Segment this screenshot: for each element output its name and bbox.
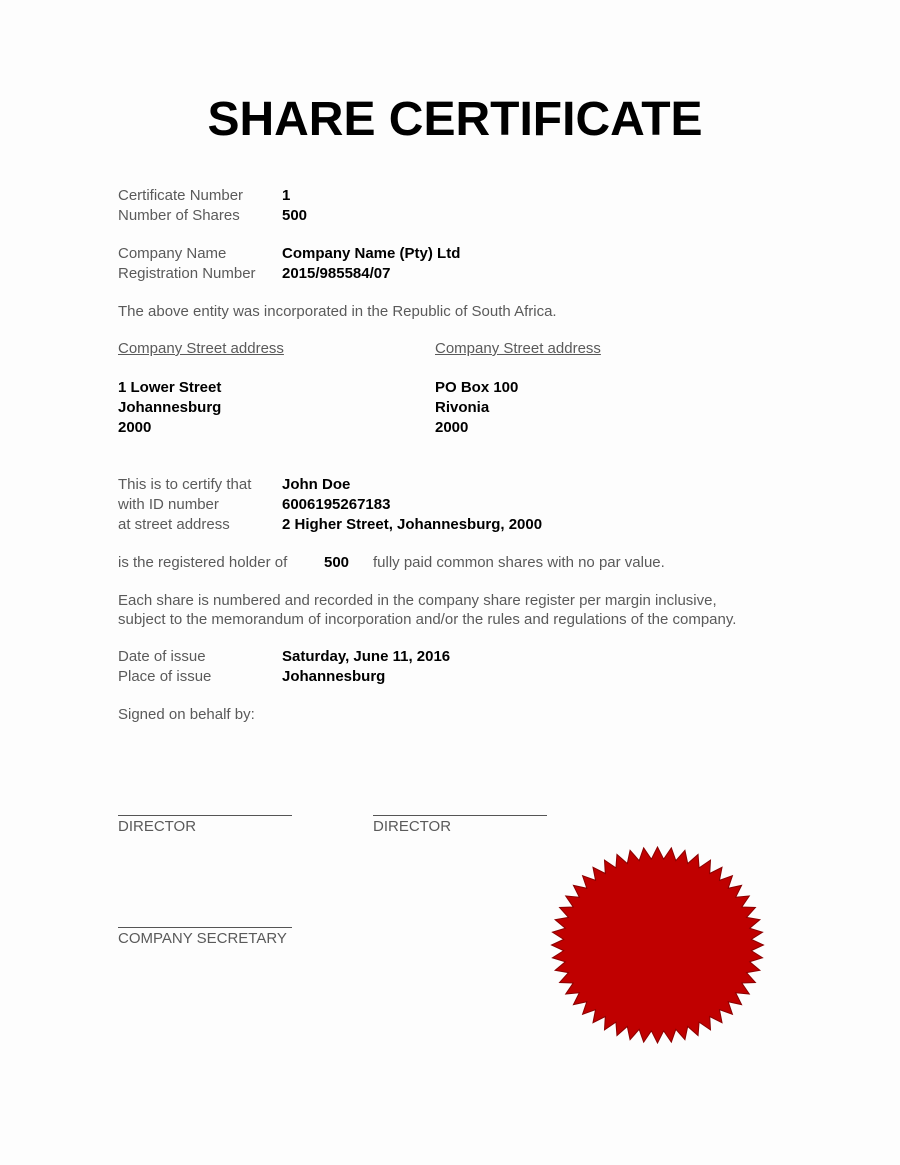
number-of-shares-value: 500 — [282, 207, 308, 224]
certificate-number-label: Certificate Number — [118, 187, 244, 204]
director-label-1: DIRECTOR — [118, 818, 197, 835]
director-signature-line-1 — [118, 815, 292, 816]
holder-address-value: 2 Higher Street, Johannesburg, 2000 — [282, 516, 543, 533]
street-address-heading-left: Company Street address — [118, 340, 284, 357]
secretary-signature-line — [118, 927, 292, 928]
certificate-number-value: 1 — [282, 187, 291, 204]
director-label-2: DIRECTOR — [373, 818, 452, 835]
place-of-issue-label: Place of issue — [118, 668, 212, 685]
holding-count: 500 — [324, 554, 350, 571]
address-line: PO Box 100 — [435, 379, 519, 396]
id-number-label: with ID number — [118, 496, 219, 513]
register-text-line2: subject to the memorandum of incorporation and/or the rules and regulations of the company. — [118, 611, 737, 628]
date-of-issue-label: Date of issue — [118, 648, 206, 665]
holding-suffix: fully paid common shares with no par value. — [373, 554, 665, 571]
date-of-issue-value: Saturday, June 11, 2016 — [282, 648, 451, 665]
number-of-shares-label: Number of Shares — [118, 207, 240, 224]
address-line: Rivonia — [435, 399, 490, 416]
red-seal-icon — [550, 845, 765, 1045]
address-line: Johannesburg — [118, 399, 222, 416]
address-line: 2000 — [118, 419, 152, 436]
registration-number-label: Registration Number — [118, 265, 256, 282]
street-address-left — [118, 378, 221, 438]
incorporation-text: The above entity was incorporated in the Republic of South Africa. — [118, 303, 557, 320]
registration-number-value: 2015/985584/07 — [282, 265, 391, 282]
street-address-right — [435, 378, 518, 438]
page-title: SHARE CERTIFICATE — [207, 93, 703, 146]
street-address-label: at street address — [118, 516, 230, 533]
certify-label: This is to certify that — [118, 476, 252, 493]
address-line: 1 Lower Street — [118, 379, 222, 396]
company-name-label: Company Name — [118, 245, 227, 262]
register-text-line1: Each share is numbered and recorded in the company share register per margin inclusive, — [118, 592, 717, 609]
company-name-value: Company Name (Pty) Ltd — [282, 245, 461, 262]
place-of-issue-value: Johannesburg — [282, 668, 386, 685]
address-line: 2000 — [435, 419, 469, 436]
secretary-label: COMPANY SECRETARY — [118, 930, 287, 947]
holding-prefix: is the registered holder of — [118, 554, 288, 571]
street-address-heading-right: Company Street address — [435, 340, 601, 357]
director-signature-line-2 — [373, 815, 547, 816]
id-number-value: 6006195267183 — [282, 496, 391, 513]
holder-name-value: John Doe — [282, 476, 351, 493]
signed-on-behalf-text: Signed on behalf by: — [118, 706, 255, 723]
